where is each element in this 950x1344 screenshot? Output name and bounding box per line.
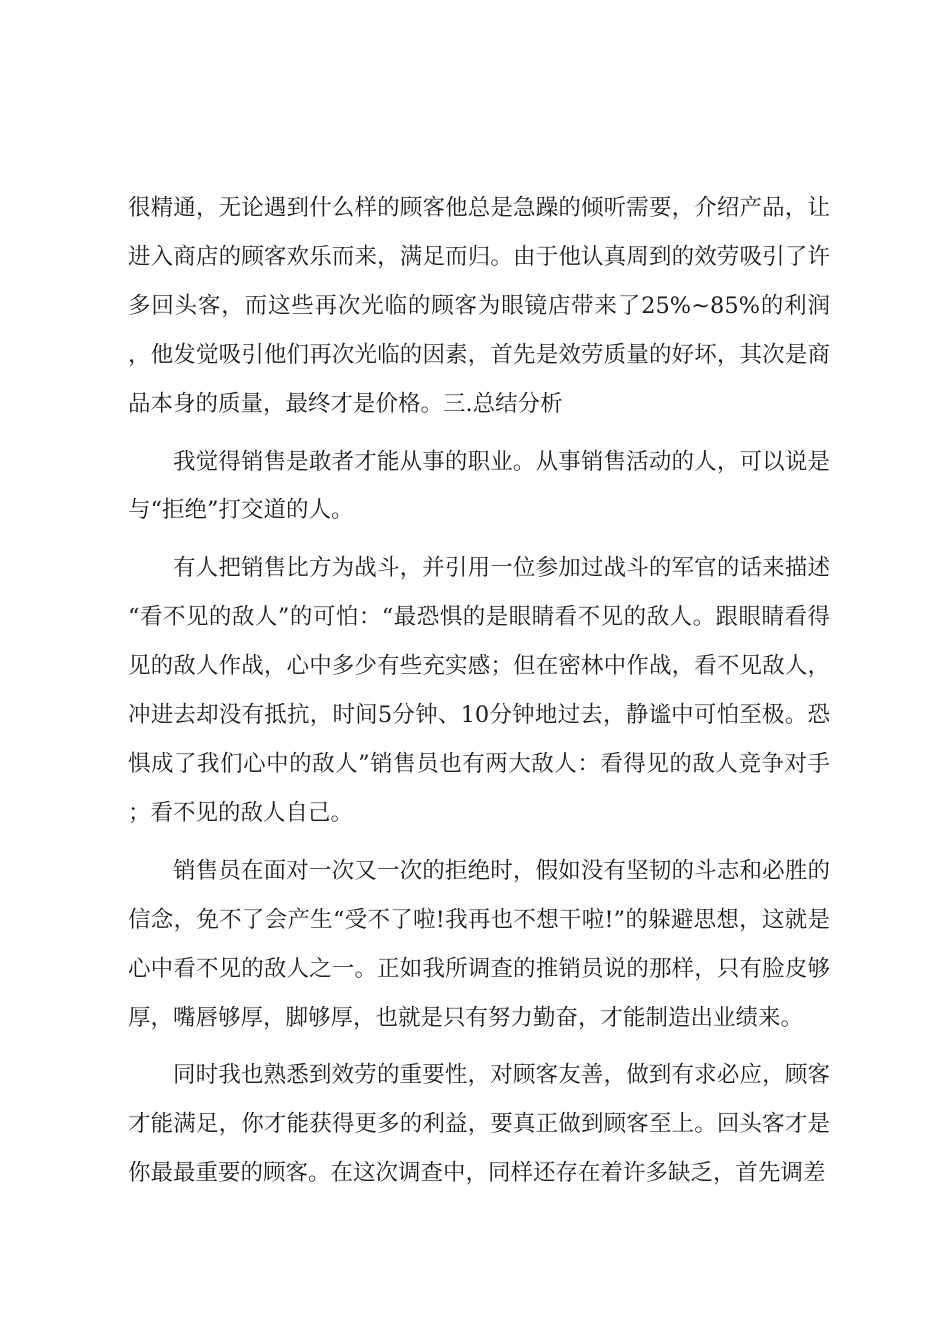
paragraph-5: 同时我也熟悉到效劳的重要性，对顾客友善，做到有求必应，顾客才能满足，你才能获得更多的利益，要真正做到顾客至上。回头客才是你最最重要的顾客。在这次调查中，同样还存在着许多缺乏，首先调差 [128, 1062, 830, 1187]
paragraph-1: 很精通，无论遇到什么样的顾客他总是急躁的倾听需要，介绍产品，让进入商店的顾客欢乐而来，满足而归。由于他认真周到的效劳吸引了许多回头客，而这些再次光临的顾客为眼镜店带来了25%~85%的利润，他发觉吸引他们再次光临的因素，首先是效劳质量的好坏，其次是商品本身的质量，最终才是价格。三.总结分析 [128, 195, 830, 417]
paragraph-gap [128, 1042, 830, 1051]
paragraph-gap [128, 429, 830, 438]
paragraph-3: 有人把销售比方为战斗，并引用一位参加过战斗的军官的话来描述“看不见的敌人”的可怕：“最恐惧的是眼睛看不见的敌人。跟眼睛看得见的敌人作战，心中多少有些充实感；但在密林中作战，看不见敌人，冲进去却没有抵抗，时间5分钟、10分钟地过去，静谧中可怕至极。恐惧成了我们心中的敌人”销售员也有两大敌人：看得见的敌人竞争对手；看不见的敌人自己。 [128, 555, 830, 826]
paragraph-gap [128, 838, 830, 847]
paragraph-gap [128, 535, 830, 544]
body-text [128, 184, 830, 1198]
paragraph-4: 销售员在面对一次又一次的拒绝时，假如没有坚韧的斗志和必胜的信念，免不了会产生“受不了啦!我再也不想干啦!”的躲避思想，这就是心中看不见的敌人之一。正如我所调查的推销员说的那样，只有脸皮够厚，嘴唇够厚，脚够厚，也就是只有努力勤奋，才能制造出业绩来。 [128, 857, 830, 1031]
paragraph-2: 我觉得销售是敢者才能从事的职业。从事销售活动的人，可以说是与“拒绝”打交道的人。 [128, 448, 830, 524]
